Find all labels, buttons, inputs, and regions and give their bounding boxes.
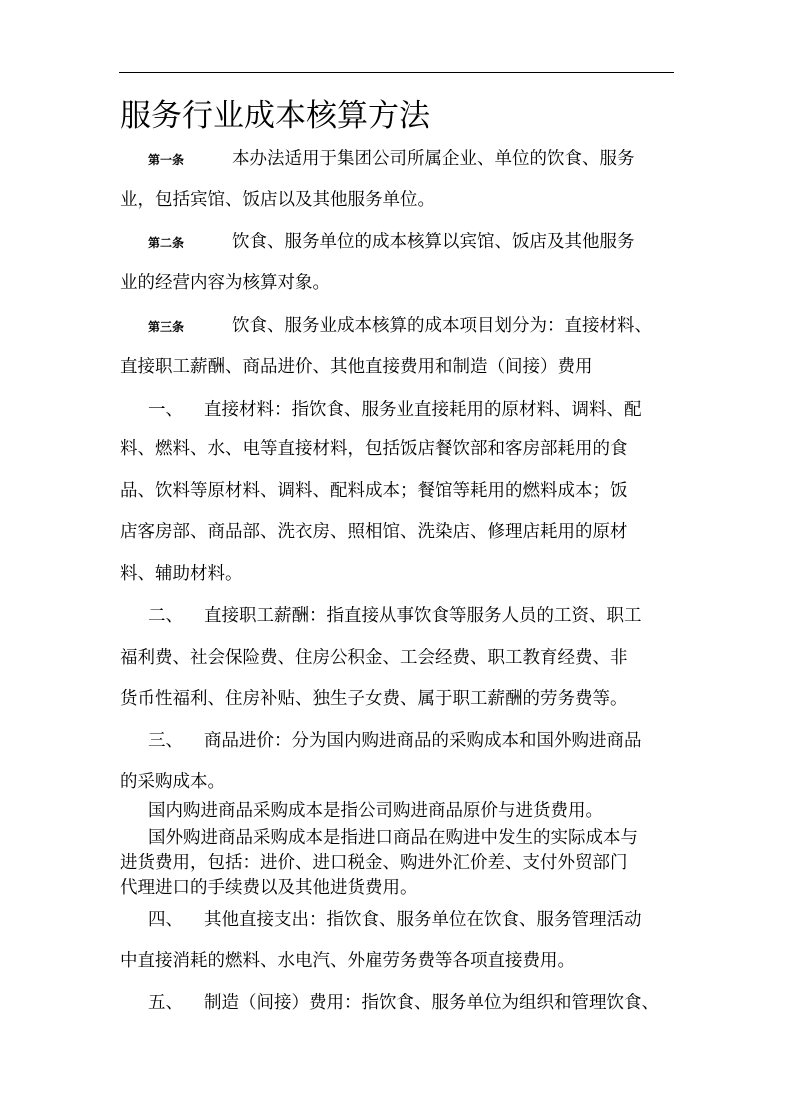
item-number: 三、: [148, 731, 183, 751]
item-1-line-1: 一、 直接材料：指饮食、服务业直接耗用的原材料、调料、配: [148, 400, 642, 420]
document-title: 服务行业成本核算方法: [120, 98, 430, 134]
item-3-line-2: 的采购成本。: [120, 772, 225, 792]
note-line-3: 进货费用，包括：进价、进口税金、购进外汇价差、支付外贸部门: [120, 853, 628, 873]
item-3-line-1: 三、 商品进价：分为国内购进商品的采购成本和国外购进商品: [148, 731, 642, 751]
item-5-line-1: 五、 制造（间接）费用：指饮食、服务单位为组织和管理饮食、: [148, 993, 659, 1013]
item-4-line-1: 四、 其他直接支出：指饮食、服务单位在饮食、服务管理活动: [148, 910, 642, 930]
item-2-line-2: 福利费、社会保险费、住房公积金、工会经费、职工教育经费、非: [120, 648, 628, 668]
note-line-4: 代理进口的手续费以及其他进货费用。: [120, 878, 418, 898]
article-2-line-1: 第二条 饮食、服务单位的成本核算以宾馆、饭店及其他服务: [148, 230, 635, 255]
item-1-line-5: 料、辅助材料。: [120, 564, 243, 584]
article-2-line-2: 业的经营内容为核算对象。: [120, 273, 330, 293]
item-2-line-3: 货币性福利、住房补贴、独生子女费、属于职工薪酬的劳务费等。: [120, 689, 628, 709]
article-label: 第二条: [148, 236, 185, 250]
article-1-line-1: 第一条 本办法适用于集团公司所属企业、单位的饮食、服务: [148, 147, 635, 172]
note-line-1: 国内购进商品采购成本是指公司购进商品原价与进货费用。: [148, 801, 603, 821]
item-number: 二、: [148, 606, 183, 626]
article-1-line-2: 业，包括宾馆、饭店以及其他服务单位。: [120, 190, 435, 210]
article-label: 第三条: [148, 320, 185, 334]
item-1-line-2: 料、燃料、水、电等直接材料，包括饭店餐饮部和客房部耗用的食: [120, 439, 628, 459]
article-label: 第一条: [148, 153, 185, 167]
item-1-line-4: 店客房部、商品部、洗衣房、照相馆、洗染店、修理店耗用的原材: [120, 522, 628, 542]
item-number: 四、: [148, 910, 183, 930]
item-4-line-2: 中直接消耗的燃料、水电汽、外雇劳务费等各项直接费用。: [120, 951, 575, 971]
item-number: 一、: [148, 400, 183, 420]
item-2-line-1: 二、 直接职工薪酬：指直接从事饮食等服务人员的工资、职工: [148, 606, 642, 626]
item-number: 五、: [148, 993, 183, 1013]
note-line-2: 国外购进商品采购成本是指进口商品在购进中发生的实际成本与: [148, 828, 638, 848]
item-1-line-3: 品、饮料等原材料、调料、配料成本；餐馆等耗用的燃料成本；饭: [120, 481, 628, 501]
article-3-line-2: 直接职工薪酬、商品进价、其他直接费用和制造（间接）费用: [120, 357, 593, 377]
article-3-line-1: 第三条 饮食、服务业成本核算的成本项目划分为：直接材料、: [148, 314, 652, 339]
header-rule: [119, 72, 674, 73]
